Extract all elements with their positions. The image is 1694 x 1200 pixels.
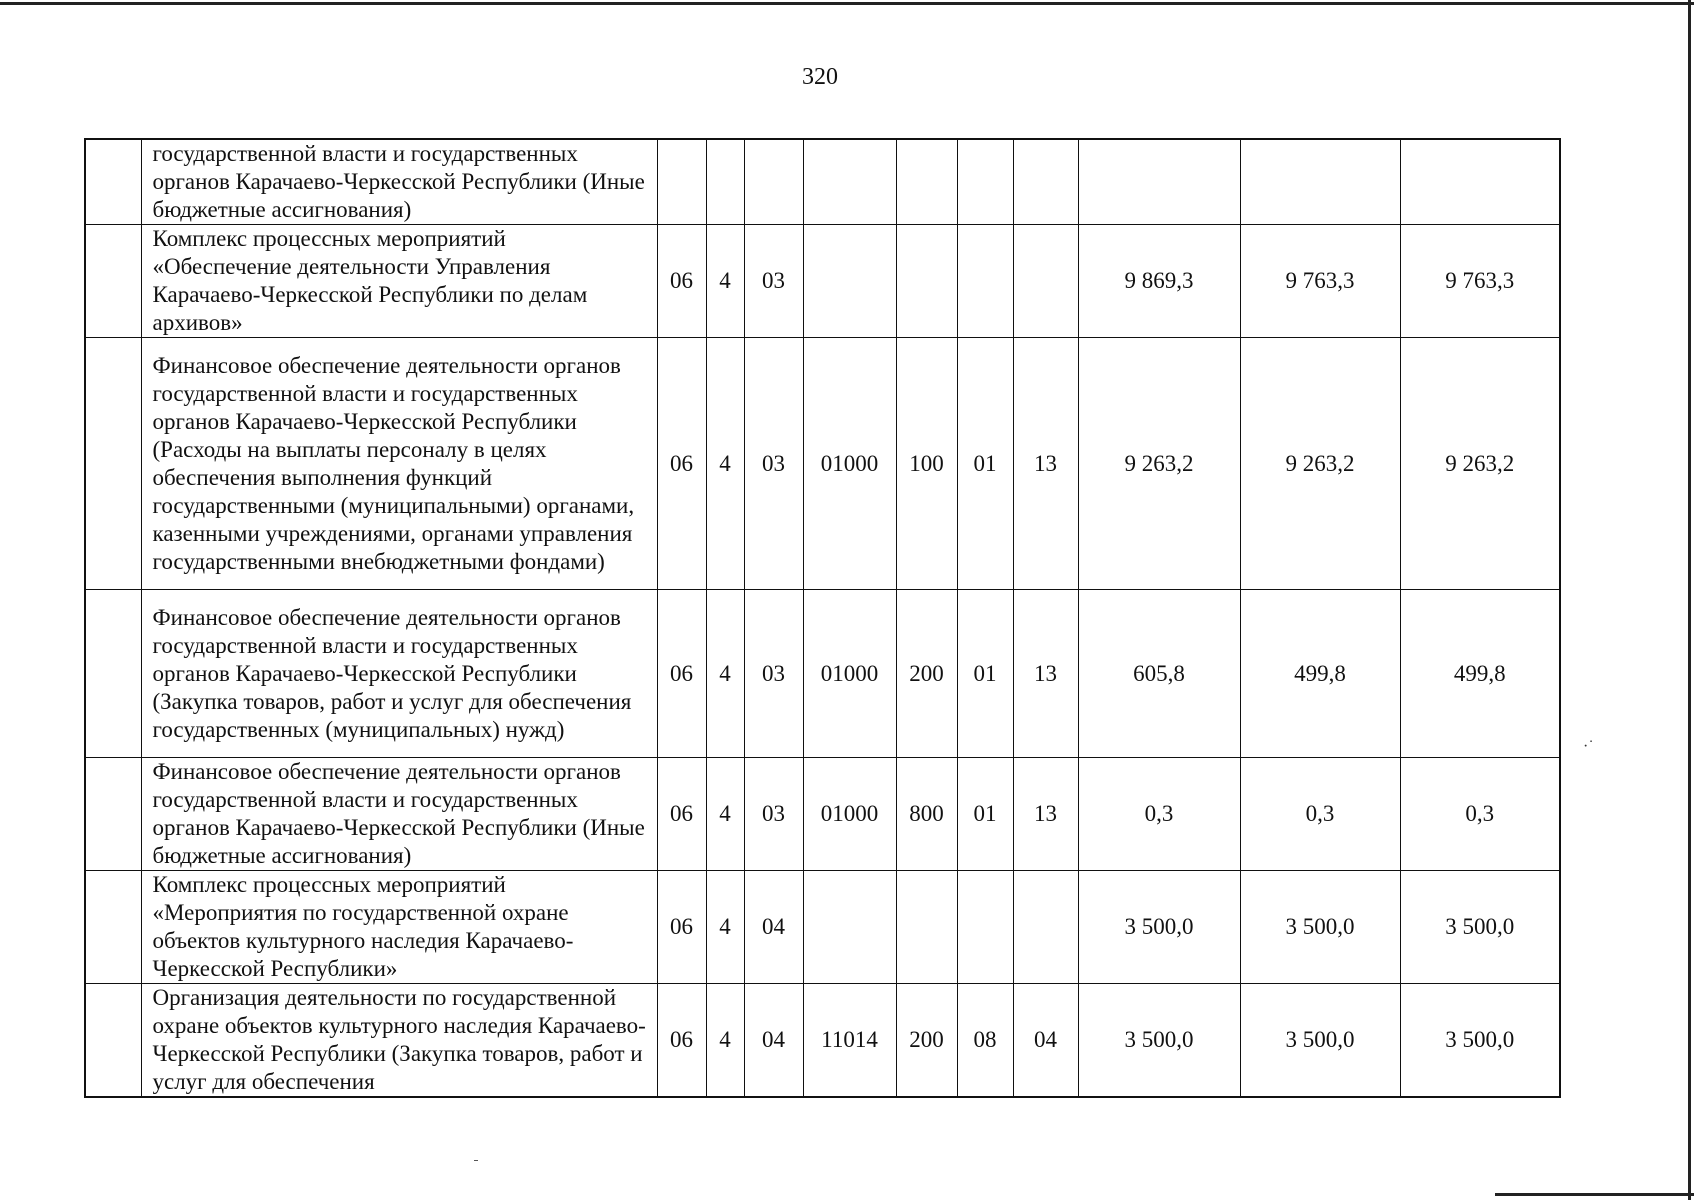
amount-year-1: 0,3 <box>1078 758 1240 871</box>
code-gp: 06 <box>657 338 706 590</box>
row-description: Финансовое обеспечение деятельности органов государственной власти и государственных органов Карачаево-Черкесской Республики (Расходы на выплаты персоналу в целях обеспечения выполнения функций государственными (муниципальными) органами, казенными учреждениями, органами управления государственными внебюджетными фондами) <box>141 338 657 590</box>
scan-border-top <box>0 2 1694 5</box>
row-number-cell <box>85 984 141 1098</box>
code-gp: 06 <box>657 871 706 984</box>
amount-year-2: 3 500,0 <box>1240 984 1400 1098</box>
code-direction <box>803 225 896 338</box>
code-section <box>957 139 1013 225</box>
code-direction <box>803 139 896 225</box>
row-description: Комплекс процессных мероприятий «Мероприятия по государственной охране объектов культурного наследия Карачаево-Черкесской Республики» <box>141 871 657 984</box>
table-row <box>85 758 1560 871</box>
code-struct: 03 <box>744 225 803 338</box>
amount-year-3: 9 263,2 <box>1400 338 1560 590</box>
row-description: Финансовое обеспечение деятельности органов государственной власти и государственных органов Карачаево-Черкесской Республики (Иные бюджетные ассигнования) <box>141 758 657 871</box>
row-number-cell <box>85 338 141 590</box>
code-section: 08 <box>957 984 1013 1098</box>
code-section <box>957 225 1013 338</box>
table-row <box>85 225 1560 338</box>
code-expense-type <box>896 871 957 984</box>
code-type: 4 <box>706 225 744 338</box>
code-subsection <box>1013 871 1078 984</box>
code-gp: 06 <box>657 758 706 871</box>
amount-year-1 <box>1078 139 1240 225</box>
code-struct: 03 <box>744 590 803 758</box>
amount-year-1: 605,8 <box>1078 590 1240 758</box>
table-row <box>85 139 1560 225</box>
scan-speck: ·˙ <box>1583 738 1594 755</box>
code-expense-type: 100 <box>896 338 957 590</box>
table-body <box>85 139 1560 1097</box>
amount-year-3: 0,3 <box>1400 758 1560 871</box>
code-type: 4 <box>706 590 744 758</box>
code-expense-type <box>896 139 957 225</box>
code-struct: 04 <box>744 984 803 1098</box>
row-description: государственной власти и государственных органов Карачаево-Черкесской Республики (Иные бюджетные ассигнования) <box>141 139 657 225</box>
code-gp: 06 <box>657 984 706 1098</box>
code-direction: 01000 <box>803 590 896 758</box>
row-description: Организация деятельности по государственной охране объектов культурного наследия Карачаево-Черкесской Республики (Закупка товаров, работ и услуг для обеспечения <box>141 984 657 1098</box>
amount-year-2 <box>1240 139 1400 225</box>
code-struct: 03 <box>744 758 803 871</box>
code-subsection <box>1013 225 1078 338</box>
amount-year-1: 3 500,0 <box>1078 871 1240 984</box>
row-number-cell <box>85 590 141 758</box>
row-number-cell <box>85 758 141 871</box>
code-gp: 06 <box>657 225 706 338</box>
amount-year-3: 3 500,0 <box>1400 871 1560 984</box>
amount-year-1: 9 263,2 <box>1078 338 1240 590</box>
amount-year-2: 0,3 <box>1240 758 1400 871</box>
code-subsection: 13 <box>1013 590 1078 758</box>
code-subsection <box>1013 139 1078 225</box>
code-subsection: 04 <box>1013 984 1078 1098</box>
table-row <box>85 984 1560 1098</box>
row-description: Финансовое обеспечение деятельности органов государственной власти и государственных органов Карачаево-Черкесской Республики (Закупка товаров, работ и услуг для обеспечения государственных (муниципальных) нужд) <box>141 590 657 758</box>
scan-speck <box>474 1160 478 1161</box>
table-row <box>85 338 1560 590</box>
code-direction: 01000 <box>803 758 896 871</box>
row-number-cell <box>85 225 141 338</box>
code-expense-type: 800 <box>896 758 957 871</box>
code-section: 01 <box>957 590 1013 758</box>
code-gp <box>657 139 706 225</box>
row-number-cell <box>85 871 141 984</box>
amount-year-2: 9 763,3 <box>1240 225 1400 338</box>
row-description: Комплекс процессных мероприятий «Обеспечение деятельности Управления Карачаево-Черкесской Республики по делам архивов» <box>141 225 657 338</box>
code-section <box>957 871 1013 984</box>
amount-year-3: 499,8 <box>1400 590 1560 758</box>
code-section: 01 <box>957 758 1013 871</box>
code-direction: 01000 <box>803 338 896 590</box>
amount-year-1: 9 869,3 <box>1078 225 1240 338</box>
amount-year-2: 3 500,0 <box>1240 871 1400 984</box>
code-type: 4 <box>706 338 744 590</box>
amount-year-3 <box>1400 139 1560 225</box>
code-section: 01 <box>957 338 1013 590</box>
row-number-cell <box>85 139 141 225</box>
code-direction: 11014 <box>803 984 896 1098</box>
scan-border-right <box>1688 0 1691 1200</box>
code-subsection: 13 <box>1013 758 1078 871</box>
amount-year-3: 9 763,3 <box>1400 225 1560 338</box>
code-expense-type: 200 <box>896 590 957 758</box>
code-expense-type <box>896 225 957 338</box>
code-struct <box>744 139 803 225</box>
amount-year-2: 499,8 <box>1240 590 1400 758</box>
code-type: 4 <box>706 758 744 871</box>
code-type: 4 <box>706 984 744 1098</box>
code-direction <box>803 871 896 984</box>
code-gp: 06 <box>657 590 706 758</box>
code-struct: 03 <box>744 338 803 590</box>
amount-year-2: 9 263,2 <box>1240 338 1400 590</box>
code-type: 4 <box>706 871 744 984</box>
table-row <box>85 871 1560 984</box>
code-expense-type: 200 <box>896 984 957 1098</box>
page-number: 320 <box>802 64 838 90</box>
budget-table <box>84 138 1561 1098</box>
amount-year-3: 3 500,0 <box>1400 984 1560 1098</box>
amount-year-1: 3 500,0 <box>1078 984 1240 1098</box>
code-type <box>706 139 744 225</box>
code-struct: 04 <box>744 871 803 984</box>
code-subsection: 13 <box>1013 338 1078 590</box>
scan-border-bottom <box>1495 1193 1694 1196</box>
table-row <box>85 590 1560 758</box>
